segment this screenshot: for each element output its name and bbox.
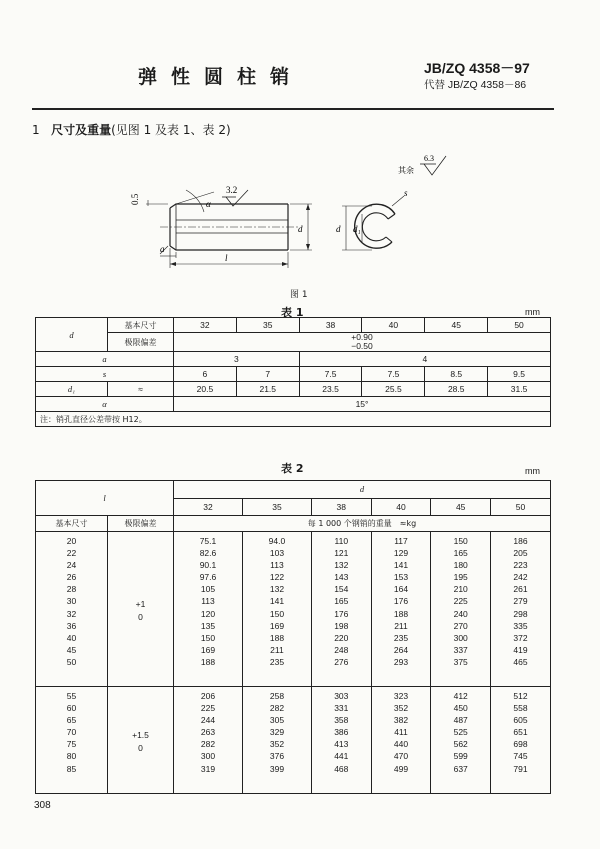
table1-caption: 表 1 [281,306,304,319]
weight-value: 305 [269,715,285,726]
weight-value: 143 [334,572,349,583]
weight-value: 150 [269,608,285,619]
weight-value: 258 [269,691,285,701]
table1-alpha-value: 15° [174,397,551,412]
weight-value: 358 [334,715,349,726]
roughness-chamfer-value: 3.2 [226,185,238,195]
table1-unit: mm [525,307,540,317]
weight-value: 282 [269,703,285,714]
table-row [36,367,551,382]
table-cell: 3 [174,352,300,367]
weight-value: 75.1 [199,536,217,546]
table2-d-label: d [174,481,551,499]
weight-value: 261 [513,584,528,595]
weight-value: 211 [394,620,408,631]
weight-value: 440 [393,739,409,750]
length-value: 32 [66,608,77,619]
length-column [36,532,108,687]
section-title: 尺寸及重量 [51,123,112,137]
length-value: 85 [66,763,77,774]
weight-value: 165 [453,548,468,559]
weight-value: 220 [334,632,349,643]
weight-value: 235 [269,656,285,667]
weight-value: 698 [513,739,528,750]
table-row [36,481,551,499]
weight-value: 525 [453,727,468,738]
weight-value: 141 [393,560,409,571]
weight-column [174,532,243,687]
table-cell: 32 [174,318,237,333]
length-value: 22 [66,548,77,559]
table-cell: 21.5 [236,382,299,397]
weight-value: 441 [334,751,349,762]
weight-column [242,687,311,794]
table-cell: 28.5 [425,382,488,397]
weight-value: 412 [453,691,468,701]
weight-value: 300 [200,751,216,762]
weight-value: 450 [453,703,468,714]
weight-value: 386 [334,727,349,738]
page-title: 弹性圆柱销 [138,66,304,88]
table-row [36,397,551,412]
weight-value: 150 [200,632,216,643]
weight-value: 399 [269,763,285,774]
pin-cross-section [342,196,404,250]
weight-value: 188 [393,608,409,619]
weight-value: 352 [269,739,285,750]
table1-dev-label: 极限偏差 [108,333,174,352]
table-cell: 50 [488,318,551,333]
length-value: 20 [66,536,77,546]
table-cell: 38 [299,318,362,333]
weight-value: 169 [269,620,285,631]
table-row [36,318,551,333]
length-value: 24 [66,560,77,571]
table-cell: 4 [299,352,550,367]
weight-value: 282 [200,739,216,750]
length-value: 65 [66,715,77,726]
weight-value: 276 [334,656,349,667]
table-cell: 20.5 [174,382,237,397]
table-cell: 8.5 [425,367,488,382]
dim-d-label: d [298,224,303,234]
table-cell: 40 [362,318,425,333]
length-value: 75 [66,739,77,750]
weight-value: 487 [453,715,468,726]
weight-value: 244 [200,715,216,726]
dim-d1-label: d₁ [353,224,361,234]
tolerance-upper: +1.5 [132,730,149,741]
weight-value: 512 [513,691,528,701]
weight-value: 413 [334,739,349,750]
table-cell: 7.5 [299,367,362,382]
weight-value: 558 [513,703,528,714]
table-cell: 35 [242,498,311,516]
weight-value: 468 [334,763,349,774]
table1-approx: ≈ [108,382,174,397]
weight-value: 745 [513,751,528,762]
weight-value: 599 [453,751,468,762]
length-value: 36 [66,620,77,631]
page-number: 308 [34,800,51,811]
length-value: 30 [66,596,77,607]
weight-value: 117 [394,536,408,546]
pin-side-view [146,190,312,268]
table-cell: 40 [371,498,431,516]
weight-value: 206 [200,691,216,701]
weight-column [174,687,243,794]
table2-caption: 表 2 [281,462,304,475]
weight-value: 470 [393,751,409,762]
tolerance-upper: +1 [135,599,146,610]
weight-value: 120 [200,608,216,619]
weight-value: 205 [513,548,528,559]
weight-value: 180 [453,560,468,571]
table1-d1-label: d₁ [36,382,108,397]
standard-number: JB/ZQ 4358－97 [424,60,530,76]
section-note: (见图 1 及表 1、表 2) [111,123,231,137]
weight-value: 240 [453,608,468,619]
weight-value: 605 [513,715,528,726]
weight-value: 150 [453,536,468,546]
weight-value: 791 [513,763,528,774]
table-cell: 23.5 [299,382,362,397]
section-number: 1 [32,123,40,137]
tolerance-lower: 0 [138,742,143,753]
table-cell: 9.5 [488,367,551,382]
figure-caption: 图 1 [290,290,308,300]
weight-column [491,687,551,794]
table-cell: 32 [174,498,243,516]
table1-deviation [174,333,551,352]
table-cell: 35 [236,318,299,333]
table2-weight-label: 每 1 000 个钢销的重量 ≈kg [174,516,551,532]
weight-value: 270 [453,620,468,631]
table-cell: 7 [236,367,299,382]
tolerance-lower: 0 [138,611,143,622]
table2-l-label: l [36,481,174,516]
weight-column [491,532,551,687]
weight-value: 382 [393,715,409,726]
dim-a-label: a [160,244,165,254]
weight-value: 223 [513,560,528,571]
weight-value: 113 [270,560,284,571]
weight-value: 235 [393,632,409,643]
weight-value: 411 [394,727,408,738]
weight-value: 293 [393,656,409,667]
deviation-upper: +0.90 [351,332,373,342]
weight-value: 188 [200,656,216,667]
weight-value: 376 [269,751,285,762]
weight-value: 303 [334,691,349,701]
table2-basic-label: 基本尺寸 [36,516,108,532]
table-row [36,352,551,367]
weight-value: 176 [393,596,409,607]
weight-value: 132 [334,560,349,571]
weight-value: 94.0 [268,536,286,546]
table1-d-label: d [36,318,108,352]
weight-value: 141 [269,596,285,607]
weight-value: 169 [200,644,216,655]
weight-value: 372 [513,632,528,643]
weight-value: 210 [453,584,468,595]
table-row [36,516,551,532]
weight-value: 323 [393,691,409,701]
weight-value: 198 [334,620,349,631]
length-value: 28 [66,584,77,595]
table-cell: 7.5 [362,367,425,382]
weight-value: 319 [200,763,216,774]
table2-unit: mm [525,466,540,476]
weight-value: 651 [513,727,528,738]
length-value: 26 [66,572,77,583]
dim-small-label: 0.5 [130,193,140,205]
weight-value: 337 [453,644,468,655]
weight-value: 329 [269,727,285,738]
length-column [36,687,108,794]
weight-value: 164 [393,584,409,595]
weight-column [311,532,371,687]
deviation-lower: −0.50 [351,341,373,351]
table2 [35,480,551,794]
table1-s-label: s [36,367,174,382]
weight-value: 82.6 [199,548,217,559]
weight-value: 375 [453,656,468,667]
weight-value: 248 [334,644,349,655]
length-value: 45 [66,644,77,655]
weight-value: 105 [200,584,216,595]
dim-d-section-label: d [336,224,341,234]
weight-value: 499 [393,763,409,774]
weight-value: 419 [513,644,528,655]
table-cell: 6 [174,367,237,382]
weight-value: 188 [269,632,285,643]
tolerance-cell [108,687,174,794]
weight-value: 263 [200,727,216,738]
weight-value: 225 [200,703,216,714]
weight-value: 279 [513,596,528,607]
pin-drawing [0,0,600,300]
weight-column [311,687,371,794]
replaces-standard: 代替 JB/ZQ 4358－86 [424,79,527,91]
weight-value: 562 [453,739,468,750]
table1-alpha-label: α [36,397,174,412]
weight-column [431,687,491,794]
angle-label: α [206,199,211,209]
weight-value: 298 [513,608,528,619]
weight-value: 90.1 [199,560,217,571]
weight-value: 121 [334,548,349,559]
weight-value: 195 [453,572,468,583]
weight-value: 242 [513,572,528,583]
weight-value: 103 [269,548,285,559]
table2-group1 [36,532,551,687]
length-value: 70 [66,727,77,738]
weight-value: 637 [453,763,468,774]
weight-value: 129 [393,548,409,559]
weight-value: 154 [334,584,349,595]
table-cell: 25.5 [362,382,425,397]
weight-column [371,532,431,687]
length-value: 50 [66,656,77,667]
weight-value: 153 [393,572,409,583]
table2-group2 [36,687,551,794]
table2-dev-label: 极限偏差 [108,516,174,532]
table-row [36,382,551,397]
weight-value: 110 [334,536,349,546]
length-value: 60 [66,703,77,714]
weight-value: 352 [393,703,409,714]
weight-value: 331 [334,703,349,714]
table-cell: 31.5 [488,382,551,397]
length-value: 80 [66,751,77,762]
weight-value: 264 [393,644,409,655]
weight-value: 97.6 [199,572,217,583]
weight-value: 225 [453,596,468,607]
weight-value: 113 [201,596,215,607]
table-cell: 45 [431,498,491,516]
tolerance-cell [108,532,174,687]
table-row [36,412,551,427]
length-value: 40 [66,632,77,643]
weight-value: 165 [334,596,349,607]
table1-basic-label: 基本尺寸 [108,318,174,333]
weight-value: 186 [513,536,528,546]
weight-value: 335 [513,620,528,631]
table-cell: 38 [311,498,371,516]
length-value: 55 [66,691,77,701]
table1-note: 注：销孔直径公差带按 H12。 [36,412,551,427]
table1-a-label: a [36,352,174,367]
weight-value: 300 [453,632,468,643]
weight-column [242,532,311,687]
table-cell: 50 [491,498,551,516]
dim-s-label: s [404,188,408,198]
table1 [35,317,551,427]
table-row [36,333,551,352]
weight-column [431,532,491,687]
weight-value: 132 [269,584,285,595]
dim-l-label: l [225,253,228,263]
weight-value: 176 [334,608,349,619]
weight-column [371,687,431,794]
weight-value: 211 [270,644,284,655]
weight-value: 135 [200,620,216,631]
table-cell: 45 [425,318,488,333]
weight-value: 465 [513,656,528,667]
weight-value: 122 [269,572,285,583]
roughness-other-label: 其余 [398,166,414,175]
roughness-other-value: 6.3 [424,154,434,163]
